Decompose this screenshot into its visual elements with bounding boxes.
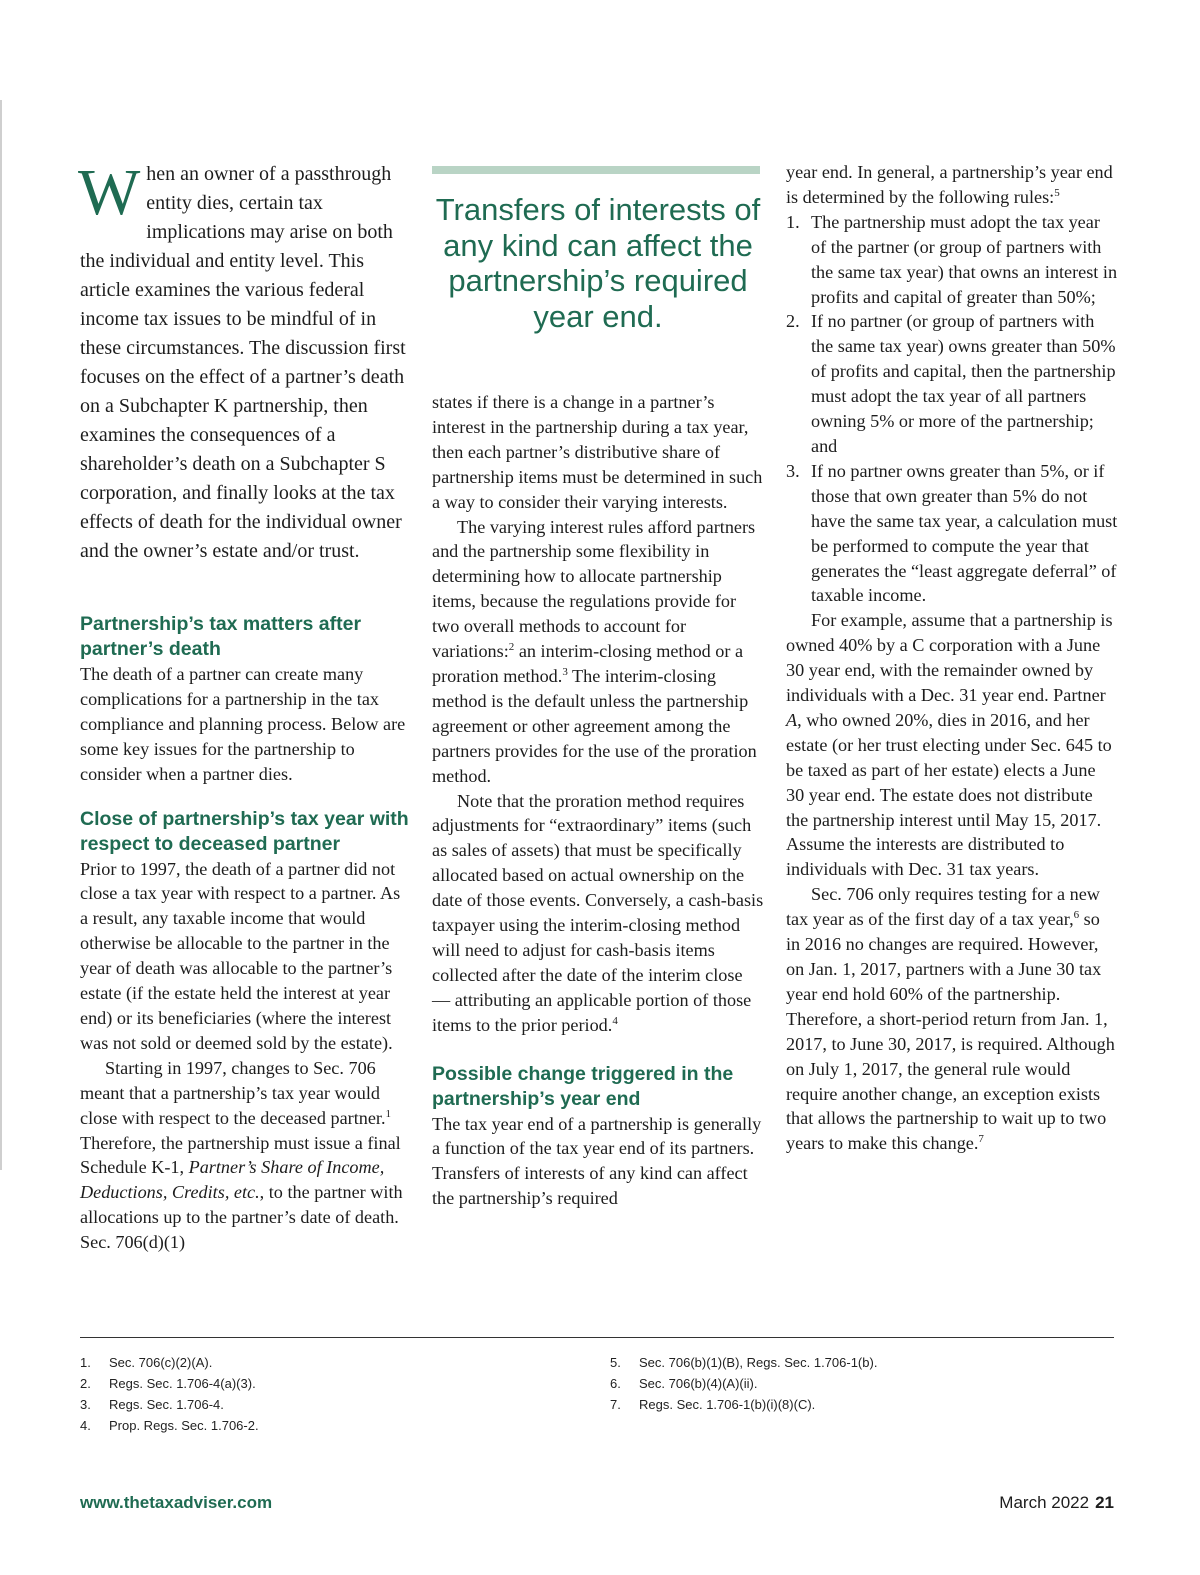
footnote-number: 5. [610,1355,621,1370]
text: , who owned 20%, dies in 2016, and her estate (or her trust electing under Sec. 645 to be taxed as part of her estate) elects a June 30 year end. The estate does not distribute the partnership interest until May 15, 2017. Assume the interests are distributed to individuals with Dec. 31 tax years. [786,709,1112,880]
partner-name: A [786,709,798,730]
paragraph: states if there is a change in a partner’s interest in the partnership during a tax year, then each partner’s distributive share of partnership items must be determined in such a way to consider their varying interests. [432,392,763,512]
text: year end. In general, a partnership’s year end is determined by the following rules: [786,162,1113,207]
section-heading-possible-change: Possible change triggered in the partnership’s year end [432,1062,734,1110]
intro-paragraph [78,156,410,566]
text: Therefore, the partnership must issue a final Schedule K-1, [80,1132,401,1178]
paragraph: The death of a partner can create many complications for a partnership in the tax compliance and planning process. Below are some key issues for the partnership to consider when a partner dies. [80,664,406,784]
section-heading-close-of-tax-year: Close of partnership’s tax year with respect to deceased partner [80,807,409,855]
footnote-ref-1[interactable]: 1 [385,1107,392,1120]
paragraph: The tax year end of a partnership is generally a function of the tax year end of its partners. Transfers of interests of any kind can affect the partnership’s required [432,1113,762,1209]
text: The interim-closing method is the default unless the partnership agreement or other agreement among the partners provides for the use of the proration method. [432,665,757,786]
left-margin-rule [0,100,2,1170]
paragraph [432,789,764,1038]
footnote-ref-4[interactable]: 4 [612,1014,618,1027]
text: an interim-closing method or a proration method. [432,641,744,686]
footnote-text: Regs. Sec. 1.706-4. [109,1397,224,1412]
footnote-text: Sec. 706(b)(4)(A)(ii). [639,1376,758,1391]
footnote-text: Regs. Sec. 1.706-1(b)(i)(8)(C). [639,1397,816,1412]
footnote-number: 6. [610,1376,621,1391]
footnote-number: 3. [80,1397,91,1412]
text: Note that the proration method requires adjustments for “extraordinary” items (such as sales of assets) that must be specifically allocated based on actual ownership on the date of those events. Conversely, a cash-basis taxpayer using the interim-closing method will need to adjust for cash-basis items collected after the date of the interim close — attributing an applicable portion of those items to the prior period. [432,790,764,1035]
footnote-number: 7. [610,1397,621,1412]
column-2 [432,160,764,1211]
footer-website-link[interactable]: www.thetaxadviser.com [80,1493,273,1512]
footnote [80,1394,560,1415]
paragraph [432,515,764,789]
list-item [786,459,1118,608]
paragraph [786,160,1118,210]
footnote [80,1352,560,1373]
footnote-ref-3[interactable]: 3 [562,665,568,678]
pull-quote-bar [432,166,760,174]
text: Sec. 706 only requires testing for a new tax year as of the first day of a tax year, [786,884,1100,930]
issue-date: March 2022 [999,1493,1090,1512]
text: , to the partner with allocations up to the partner’s date of death. Sec. 706(d)(1) [80,1182,403,1253]
footnote-number: 1. [80,1355,91,1370]
footnote-ref-6[interactable]: 6 [1073,909,1080,922]
text: For example, assume that a partnership is owned 40% by a C corporation with a June 30 year end, with the remainder owned by individuals with a Dec. 31 year end. Partner [786,610,1113,706]
footnote-ref-7[interactable]: 7 [978,1133,984,1146]
list-number: 3. [786,460,800,481]
paragraph [80,1056,410,1255]
text: Starting in 1997, changes to Sec. 706 meant that a partnership’s tax year would close with respect to the deceased partner. [80,1057,386,1128]
paragraph: Prior to 1997, the death of a partner did not close a tax year with respect to a partner. As a result, any taxable income that would otherwise be allocable to the partner in the year of death was allocable to the partner’s estate (if the estate held the interest at year end) or its beneficiaries (where the interest was not sold or deemed sold by the estate). [80,858,401,1053]
footnote-text: Prop. Regs. Sec. 1.706-2. [109,1418,259,1433]
footnote-number: 4. [80,1418,91,1433]
list-text: If no partner (or group of partners with the same tax year) owns greater than 50% of profits and capital, then the partnership must adopt the tax year of all partners owning 5% or more of the partnership; and [811,311,1116,456]
list-number: 1. [786,211,800,232]
intro-text: hen an owner of a passthrough entity dies, certain tax implications may arise on both the individual and entity level. This article examines the various federal income tax issues to be mindful of in these circumstances. The discussion first focuses on the effect of a partner’s death on a Subchapter K partnership, then examines the consequences of a shareholder’s death on a Subchapter S corporation, and finally looks at the tax effects of death for the individual owner and the owner’s estate and/or trust. [80,163,406,562]
footnote-text: Sec. 706(b)(1)(B), Regs. Sec. 1.706-1(b). [639,1355,878,1370]
list-text: If no partner owns greater than 5%, or if those that own greater than 5% do not have the same tax year, a calculation must be performed to compute the year that generates the “least aggregate deferral” of taxable income. [811,460,1118,606]
list-number: 2. [786,311,800,332]
column-3 [786,160,1118,1156]
footnote-text: Sec. 706(c)(2)(A). [109,1355,213,1370]
paragraph [786,608,1118,882]
paragraph [786,882,1118,1156]
footnote [610,1394,1110,1415]
footnote [80,1415,560,1436]
list-text: The partnership must adopt the tax year of the partner (or group of partners with the same tax year) that owns an interest in profits and capital of greater than 50%; [811,211,1118,307]
text: so in 2016 no changes are required. However, on Jan. 1, 2017, partners with a June 30 tax year end hold 60% of the partnership. Therefore, a short-period return from Jan. 1, 2017, to June 30, 2017, is required. Although on July 1, 2017, the general rule would require another change, an exception exists that allows the partnership to wait up to two years to make this change. [786,909,1115,1154]
section-heading-partnership-tax-matters: Partnership’s tax matters after partner’s death [80,613,362,660]
footnotes-right [610,1352,1110,1415]
footnote-text: Regs. Sec. 1.706-4(a)(3). [109,1376,256,1391]
footnote [80,1373,560,1394]
footer-issue-page [999,1493,1114,1513]
pull-quote: Transfers of interests of any kind can affect the partnership’s required year end. [435,192,761,334]
footnote [610,1352,1110,1373]
footnote-divider [80,1337,1114,1338]
footnote-ref-2[interactable]: 2 [508,641,515,653]
footnotes-left [80,1352,560,1436]
text: The varying interest rules afford partners and the partnership some flexibility in determining how to allocate partnership items, because the regulations provide for two overall methods to account for variations: [432,516,756,662]
list-item [786,309,1118,458]
list-item [786,210,1118,310]
column-1 [78,156,410,1255]
form-title: Partner’s Share of Income, Deductions, Credits, etc. [80,1157,385,1203]
footnote [610,1373,1110,1394]
footnote-number: 2. [80,1376,91,1391]
footnote-ref-5[interactable]: 5 [1054,186,1060,199]
drop-cap: W [78,156,141,229]
rules-list [786,210,1118,609]
page-number: 21 [1095,1493,1114,1512]
